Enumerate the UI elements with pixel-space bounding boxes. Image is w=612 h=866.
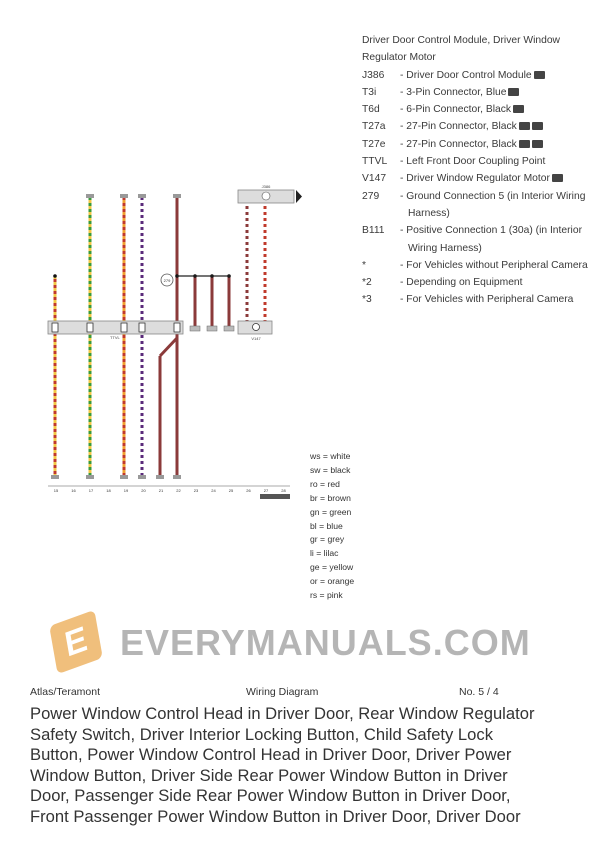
connector-pin — [52, 323, 58, 332]
color-code-item: rs = pink — [310, 590, 343, 601]
track-number: 25 — [228, 488, 234, 493]
color-code: or — [310, 576, 318, 587]
footer-model: Atlas/Teramont — [30, 686, 101, 698]
color-code-item: br = brown — [310, 492, 351, 503]
track-number: 27 — [263, 488, 269, 493]
legend-key: B111 — [362, 225, 385, 237]
description-line: Power Window Control Head in Driver Door, Rear Window Regulator — [30, 704, 535, 723]
color-name: red — [327, 478, 340, 489]
connector-bar-ttvl — [48, 321, 183, 334]
color-code: ge — [310, 562, 320, 573]
color-code-item: sw = black — [310, 464, 351, 475]
color-code-item: gn = green — [310, 506, 352, 517]
legend-key: 279 — [362, 190, 380, 202]
track-number: 16 — [71, 488, 76, 493]
legend-desc-text: - 3-Pin Connector, Blue — [400, 86, 507, 98]
connector-pin — [121, 323, 127, 332]
track-number: 18 — [106, 488, 111, 493]
terminal-bottom — [138, 475, 146, 479]
legend-key: T6d — [362, 104, 380, 116]
watermark-text: EVERYMANUALS.COM — [120, 622, 531, 663]
arrow-right-icon — [296, 190, 302, 203]
terminal-bottom — [51, 475, 59, 479]
track-number: 28 — [281, 488, 286, 493]
track-number: 17 — [88, 488, 94, 493]
legend-desc-text: - Driver Window Regulator Motor — [400, 173, 550, 185]
color-name: green — [329, 506, 352, 517]
track-number: 23 — [193, 488, 199, 493]
color-code: li — [310, 548, 314, 559]
legend-desc-text: - Left Front Door Coupling Point — [400, 156, 546, 168]
wire-br-diag — [160, 338, 177, 356]
diagram-id-tag — [260, 494, 290, 499]
description-line: Front Passenger Power Window Button in Driver Door, Driver Door — [30, 806, 521, 826]
description-line: Safety Switch, Driver Interior Locking Button, Child Safety Lock — [30, 724, 493, 744]
watermark-logo: E — [49, 610, 103, 674]
connector-pin — [174, 323, 180, 332]
connector-pin — [139, 323, 145, 332]
color-code-item: or = orange — [310, 576, 355, 587]
color-code: br — [310, 492, 318, 503]
track-number: 21 — [158, 488, 164, 493]
legend-key: T27e — [362, 138, 386, 150]
color-name: yellow — [329, 562, 354, 573]
color-name: brown — [327, 492, 351, 503]
legend-key: V147 — [362, 173, 387, 185]
color-code: ws — [310, 451, 321, 461]
color-code: gr — [310, 534, 318, 545]
legend-key: J386 — [362, 69, 385, 81]
ground-terminal — [207, 326, 217, 331]
terminal-bottom — [86, 475, 94, 479]
color-name: lilac — [323, 548, 339, 559]
color-code-item: gr = grey — [310, 534, 345, 545]
color-code: bl — [310, 520, 317, 531]
legend-title: Driver Door Control Module, Driver Window Regulator Motor — [362, 35, 560, 64]
legend-desc-text: - 6-Pin Connector, Black — [400, 104, 512, 116]
terminal-top — [138, 194, 146, 198]
legend-desc-text: - 27-Pin Connector, Black — [400, 121, 517, 133]
terminal-bottom — [120, 475, 128, 479]
motor-label: V147 — [251, 336, 261, 341]
description-line: Button, Power Window Control Head in Driver Door, Driver Power — [30, 745, 512, 765]
color-name: pink — [326, 590, 343, 601]
color-code: ro — [310, 478, 318, 489]
ground-label: 279 — [163, 278, 171, 283]
color-code: gn — [310, 506, 320, 517]
color-name: black — [330, 464, 351, 475]
module-label: J386 — [261, 184, 271, 189]
ground-terminal — [190, 326, 200, 331]
legend-key: *3 — [362, 294, 372, 306]
track-number: 26 — [246, 488, 251, 493]
junction-dot — [53, 274, 57, 278]
terminal-top — [173, 194, 181, 198]
track-number: 20 — [141, 488, 146, 493]
legend-key: * — [362, 259, 367, 271]
description-line: Window Button, Driver Side Rear Power Window Button in Driver — [30, 765, 508, 785]
terminal-bottom — [156, 475, 164, 479]
motor-icon — [253, 324, 260, 331]
legend-desc-text: - Driver Door Control Module — [400, 69, 532, 81]
color-code-item: ws = white — [310, 451, 351, 461]
connector-pin — [87, 323, 93, 332]
color-code-item: ge = yellow — [310, 562, 354, 573]
legend-desc-text: - For Vehicles without Peripheral Camera — [400, 259, 588, 271]
color-name: blue — [326, 520, 343, 531]
description-text — [30, 704, 534, 828]
coupling-label: TTVL — [110, 335, 120, 340]
ground-terminal — [224, 326, 234, 331]
legend-key: TTVL — [362, 156, 388, 168]
legend-desc-text: - Depending on Equipment — [400, 277, 523, 289]
color-code-item: bl = blue — [310, 520, 343, 531]
terminal-top — [86, 194, 94, 198]
track-number: 24 — [211, 488, 216, 493]
color-code-item: ro = red — [310, 478, 340, 489]
track-number: 15 — [53, 488, 59, 493]
description-line: Door, Passenger Side Rear Power Window Button in Driver Door, — [30, 786, 511, 806]
footer-page: No. 5 / 4 — [459, 686, 499, 698]
terminal-bottom — [173, 475, 181, 479]
footer-type: Wiring Diagram — [246, 686, 319, 698]
legend-desc-text: - Positive Connection 1 (30a) (in Interior Wiring Harness) — [400, 225, 582, 254]
color-name: orange — [327, 576, 355, 587]
terminal-top — [120, 194, 128, 198]
legend-desc-text: - For Vehicles with Peripheral Camera — [400, 294, 574, 306]
legend-key: T27a — [362, 121, 386, 133]
color-code-item: li = lilac — [310, 548, 339, 559]
track-number: 19 — [123, 488, 129, 493]
color-code: sw — [310, 464, 321, 475]
legend-key: *2 — [362, 277, 372, 289]
color-name: white — [330, 451, 351, 461]
color-code-legend — [310, 450, 354, 603]
legend-key: T3i — [362, 86, 377, 98]
color-code: rs — [310, 590, 318, 601]
legend-desc-text: - 27-Pin Connector, Black — [400, 138, 517, 150]
track-number: 22 — [176, 488, 181, 493]
color-name: grey — [327, 534, 345, 545]
legend-desc-text: - Ground Connection 5 (in Interior Wiring Harness) — [400, 190, 586, 219]
